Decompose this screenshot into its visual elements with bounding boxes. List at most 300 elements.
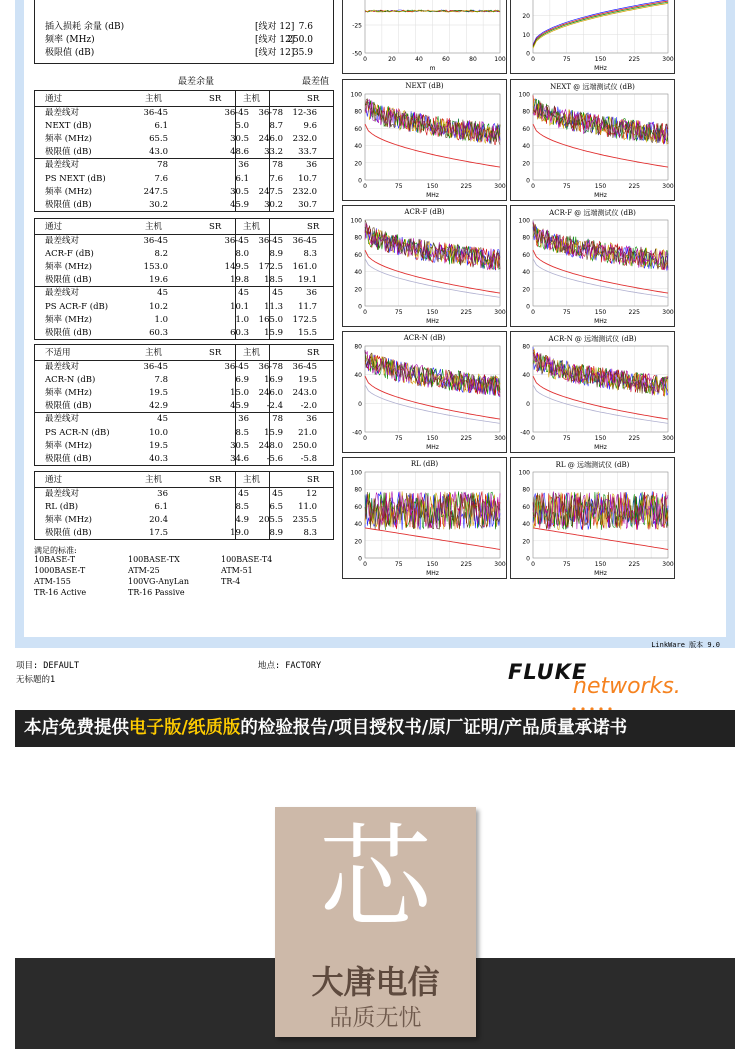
y-tick-label: 20 bbox=[522, 538, 530, 546]
x-tick-label: 225 bbox=[460, 309, 472, 316]
column-header: SR bbox=[307, 348, 320, 358]
y-tick-label: 100 bbox=[518, 91, 530, 99]
x-tick-label: 40 bbox=[415, 56, 423, 63]
x-axis-label: MHz bbox=[594, 192, 607, 199]
x-tick-label: 0 bbox=[363, 435, 367, 442]
row-value: 21.0 bbox=[298, 427, 317, 438]
row-value: 36 bbox=[306, 414, 317, 425]
row-value: 36 bbox=[306, 160, 317, 171]
row-value: 8.9 bbox=[269, 528, 283, 539]
y-tick-label: 40 bbox=[522, 521, 530, 529]
row-value: 30.5 bbox=[230, 186, 249, 197]
row-label: 极限值 (dB) bbox=[45, 528, 92, 539]
y-tick-label: -40 bbox=[520, 429, 530, 437]
row-value: 11.3 bbox=[264, 301, 283, 312]
standard-item: 10BASE-T bbox=[34, 555, 76, 564]
graph-plot bbox=[343, 206, 508, 328]
row-value: 11.7 bbox=[298, 301, 317, 312]
row-value: 172.5 bbox=[258, 261, 283, 272]
row-value: -5.8 bbox=[300, 453, 317, 464]
row-label: 极限值 (dB) bbox=[45, 453, 92, 464]
y-tick-label: 0 bbox=[526, 177, 530, 185]
x-tick-label: 300 bbox=[662, 561, 674, 568]
x-tick-label: 75 bbox=[562, 183, 571, 190]
location-label: 地点: FACTORY bbox=[258, 661, 322, 671]
result-row bbox=[35, 261, 333, 274]
x-tick-label: 75 bbox=[394, 309, 403, 316]
result-row bbox=[35, 427, 333, 440]
row-value: 10.0 bbox=[149, 427, 168, 438]
graph-panel bbox=[342, 79, 507, 201]
y-tick-label: 60 bbox=[354, 125, 362, 133]
row-value: 20.4 bbox=[149, 514, 168, 525]
standard-item: TR-16 Passive bbox=[128, 588, 185, 597]
row-value: 1.0 bbox=[235, 314, 249, 325]
row-value: 60.3 bbox=[149, 327, 168, 338]
result-row bbox=[35, 120, 333, 133]
row-value: 45.9 bbox=[230, 199, 249, 210]
result-row bbox=[35, 235, 333, 248]
x-tick-label: 0 bbox=[531, 56, 535, 63]
row-label: 最差线对 bbox=[45, 160, 80, 171]
y-tick-label: 40 bbox=[354, 143, 362, 151]
x-tick-label: 0 bbox=[531, 183, 535, 190]
row-value: 19.8 bbox=[230, 275, 249, 286]
graph-panel bbox=[510, 331, 675, 453]
row-value: 1.0 bbox=[154, 314, 168, 325]
row-value: 6.1 bbox=[154, 120, 168, 131]
x-tick-label: 150 bbox=[594, 56, 607, 63]
section-header-row bbox=[35, 474, 333, 487]
row-label: NEXT (dB) bbox=[45, 120, 92, 131]
y-tick-label bbox=[522, 0, 530, 2]
insertion-loss-table bbox=[34, 0, 334, 64]
y-tick-label: 80 bbox=[522, 486, 530, 494]
graph-title: RL (dB) bbox=[410, 460, 439, 468]
section-header-row bbox=[35, 221, 333, 234]
standard-item: 100BASE-T4 bbox=[221, 555, 273, 564]
row-value: 247.5 bbox=[258, 186, 283, 197]
row-value: 232.0 bbox=[292, 186, 317, 197]
y-tick-label: 40 bbox=[354, 269, 362, 277]
row-value: 78 bbox=[157, 160, 168, 171]
result-row bbox=[35, 453, 333, 466]
row-value: -5.6 bbox=[266, 453, 283, 464]
graph-title: NEXT @ 远端测试仪 (dB) bbox=[550, 83, 635, 91]
column-header: 主机 bbox=[145, 94, 163, 104]
y-tick-label: 100 bbox=[350, 91, 362, 99]
row-label: PS ACR-F (dB) bbox=[45, 301, 109, 312]
row-label: 频率 (MHz) bbox=[45, 261, 92, 272]
row-value: 45 bbox=[272, 288, 283, 299]
result-row bbox=[35, 199, 333, 212]
x-tick-label: 0 bbox=[363, 309, 367, 316]
row-value: 19.1 bbox=[298, 275, 317, 286]
banner-prefix: 本店免费提供 bbox=[24, 718, 129, 738]
row-value: 36 bbox=[238, 160, 249, 171]
graph-panel bbox=[342, 0, 507, 74]
y-tick-label: 40 bbox=[354, 521, 362, 529]
x-tick-label: 0 bbox=[531, 561, 535, 568]
x-tick-label: 0 bbox=[363, 56, 367, 63]
x-tick-label: 225 bbox=[460, 183, 472, 190]
row-value: 36-45 bbox=[292, 361, 317, 372]
x-tick-label: 0 bbox=[531, 435, 535, 442]
x-axis-label: MHz bbox=[426, 444, 439, 451]
graph-panel bbox=[510, 79, 675, 201]
result-row bbox=[35, 186, 333, 199]
banner-suffix: 的检验报告/项目授权书/原厂证明/产品质量承诺书 bbox=[240, 718, 628, 738]
graph-plot bbox=[343, 458, 508, 580]
fluke-networks-logo bbox=[508, 660, 693, 704]
row-value: 60.3 bbox=[230, 327, 249, 338]
row-value: 7.6 bbox=[154, 173, 168, 184]
y-tick-label: 80 bbox=[354, 486, 362, 494]
il-label: 插入损耗 余量 (dB) bbox=[45, 22, 125, 32]
row-label: 频率 (MHz) bbox=[45, 514, 92, 525]
y-tick-label: 80 bbox=[522, 108, 530, 116]
y-tick-label: 10 bbox=[522, 31, 530, 39]
row-value: 15.9 bbox=[264, 427, 283, 438]
graph-title: ACR-N @ 远端测试仪 (dB) bbox=[548, 335, 637, 343]
row-value: 11.0 bbox=[298, 501, 317, 512]
y-tick-label: 20 bbox=[354, 160, 362, 168]
section-status: 通过 bbox=[45, 475, 63, 485]
row-value: 16.9 bbox=[264, 374, 283, 385]
result-row bbox=[35, 274, 333, 287]
row-label: 最差线对 bbox=[45, 414, 80, 425]
row-value: 36-45 bbox=[292, 235, 317, 246]
row-value: 15.0 bbox=[230, 387, 249, 398]
row-label: ACR-F (dB) bbox=[45, 248, 94, 259]
row-value: 33.7 bbox=[298, 147, 317, 158]
result-row bbox=[35, 287, 333, 300]
x-axis-label: m bbox=[429, 65, 436, 72]
x-tick-label: 150 bbox=[426, 183, 439, 190]
row-value: 6.1 bbox=[154, 501, 168, 512]
y-tick-label: 0 bbox=[358, 400, 362, 408]
worst-margin-header: 最差余量 bbox=[178, 77, 215, 87]
result-row bbox=[35, 501, 333, 514]
x-tick-label: 0 bbox=[531, 309, 535, 316]
row-value: 172.5 bbox=[292, 314, 317, 325]
untitled-label: 无标题的1 bbox=[16, 675, 56, 685]
row-value: 30.5 bbox=[230, 440, 249, 451]
row-label: 最差线对 bbox=[45, 488, 80, 499]
x-tick-label: 225 bbox=[628, 56, 640, 63]
row-value: 6.9 bbox=[235, 374, 249, 385]
row-value: 248.0 bbox=[258, 440, 283, 451]
row-value: 10.7 bbox=[298, 173, 317, 184]
row-value: 36-45 bbox=[224, 107, 249, 118]
result-row bbox=[35, 488, 333, 501]
row-value: 15.9 bbox=[264, 327, 283, 338]
result-row bbox=[35, 400, 333, 413]
result-row bbox=[35, 374, 333, 387]
column-header: 主机 bbox=[243, 94, 261, 104]
row-value: 7.8 bbox=[154, 374, 168, 385]
x-tick-label: 75 bbox=[562, 435, 571, 442]
y-tick-label: 20 bbox=[522, 13, 530, 21]
y-tick-label: 60 bbox=[522, 125, 530, 133]
row-value: 8.5 bbox=[235, 501, 249, 512]
graph-plot bbox=[343, 332, 508, 454]
y-tick-label: 0 bbox=[526, 50, 530, 58]
y-tick-label: 0 bbox=[358, 177, 362, 185]
row-value: 33.2 bbox=[264, 147, 283, 158]
row-value: -2.0 bbox=[300, 401, 317, 412]
column-header: SR bbox=[209, 222, 222, 232]
row-label: PS ACR-N (dB) bbox=[45, 427, 110, 438]
x-tick-label: 300 bbox=[494, 561, 506, 568]
row-value: 8.3 bbox=[303, 248, 317, 259]
row-label: 最差线对 bbox=[45, 107, 80, 118]
row-value: 153.0 bbox=[143, 261, 168, 272]
y-tick-label: 80 bbox=[354, 234, 362, 242]
x-tick-label: 75 bbox=[562, 561, 571, 568]
x-tick-label: 0 bbox=[363, 183, 367, 190]
result-row bbox=[35, 301, 333, 314]
row-value: 36 bbox=[306, 288, 317, 299]
row-value: 30.2 bbox=[264, 199, 283, 210]
standard-item: TR-16 Active bbox=[34, 588, 87, 597]
row-value: 48.6 bbox=[230, 147, 249, 158]
row-label: 频率 (MHz) bbox=[45, 440, 92, 451]
row-value: 42.9 bbox=[149, 401, 168, 412]
y-tick-label: 100 bbox=[518, 469, 530, 477]
x-tick-label: 75 bbox=[394, 183, 403, 190]
y-tick-label: 40 bbox=[354, 372, 362, 380]
result-section bbox=[34, 471, 334, 540]
row-label: 最差线对 bbox=[45, 235, 80, 246]
row-value: 250.0 bbox=[292, 440, 317, 451]
y-tick-label: 40 bbox=[522, 372, 530, 380]
section-header-row bbox=[35, 347, 333, 360]
result-section bbox=[34, 344, 334, 466]
column-header: 主机 bbox=[243, 222, 261, 232]
y-tick-label: 0 bbox=[358, 555, 362, 563]
y-tick-label: -25 bbox=[352, 22, 362, 30]
logo-slogan: 品质无忧 bbox=[329, 1005, 422, 1031]
graph-panel bbox=[342, 457, 507, 579]
result-section bbox=[34, 90, 334, 212]
row-value: 161.0 bbox=[292, 261, 317, 272]
row-value: 36-45 bbox=[143, 235, 168, 246]
graph-title: RL @ 远端测试仪 (dB) bbox=[555, 461, 630, 469]
x-tick-label: 300 bbox=[494, 309, 506, 316]
result-row bbox=[35, 514, 333, 527]
row-value: 15.5 bbox=[298, 327, 317, 338]
x-tick-label: 225 bbox=[628, 309, 640, 316]
graph-plot bbox=[511, 206, 676, 328]
x-tick-label: 75 bbox=[394, 561, 403, 568]
x-tick-label: 225 bbox=[628, 183, 640, 190]
y-tick-label: 0 bbox=[358, 303, 362, 311]
row-label: 极限值 (dB) bbox=[45, 199, 92, 210]
x-axis-label: MHz bbox=[594, 570, 607, 577]
row-value: 19.5 bbox=[149, 440, 168, 451]
y-tick-label: 80 bbox=[522, 343, 530, 351]
x-tick-label: 80 bbox=[469, 56, 477, 63]
column-header: SR bbox=[209, 348, 222, 358]
standard-item: 100BASE-TX bbox=[128, 555, 180, 564]
row-value: 4.9 bbox=[235, 514, 249, 525]
x-tick-label: 75 bbox=[394, 435, 403, 442]
y-tick-label bbox=[358, 0, 362, 2]
x-tick-label: 150 bbox=[594, 561, 607, 568]
graph-plot bbox=[511, 458, 676, 580]
result-row bbox=[35, 387, 333, 400]
row-label: 极限值 (dB) bbox=[45, 327, 92, 338]
column-header: SR bbox=[307, 94, 320, 104]
row-value: 45 bbox=[157, 414, 168, 425]
graph-title: ACR-N (dB) bbox=[403, 334, 446, 342]
row-value: 7.6 bbox=[269, 173, 283, 184]
row-value: 247.5 bbox=[143, 186, 168, 197]
y-tick-label: 60 bbox=[354, 503, 362, 511]
networks-wordmark: networks. bbox=[573, 674, 681, 699]
y-tick-label: 80 bbox=[354, 108, 362, 116]
row-value: 17.5 bbox=[149, 528, 168, 539]
x-tick-label: 60 bbox=[442, 56, 450, 63]
x-axis-label: MHz bbox=[426, 318, 439, 325]
graph-plot bbox=[511, 80, 676, 202]
row-value: 6.1 bbox=[235, 173, 249, 184]
row-label: PS NEXT (dB) bbox=[45, 173, 106, 184]
row-value: 9.6 bbox=[303, 120, 317, 131]
result-row bbox=[35, 361, 333, 374]
row-label: 最差线对 bbox=[45, 361, 80, 372]
il-value: 35.9 bbox=[292, 48, 313, 58]
x-axis-label: MHz bbox=[594, 444, 607, 451]
graph-panel bbox=[510, 457, 675, 579]
graph-plot bbox=[511, 0, 676, 75]
result-row bbox=[35, 173, 333, 186]
result-row bbox=[35, 159, 333, 172]
x-axis-label: MHz bbox=[426, 570, 439, 577]
column-header: 主机 bbox=[145, 475, 163, 485]
row-value: 45 bbox=[238, 488, 249, 499]
x-axis-label: MHz bbox=[594, 65, 607, 72]
row-value: 34.6 bbox=[230, 453, 249, 464]
row-label: 频率 (MHz) bbox=[45, 387, 92, 398]
row-value: 43.0 bbox=[149, 147, 168, 158]
logo-company-name: 大唐电信 bbox=[311, 963, 440, 1001]
x-tick-label: 300 bbox=[662, 56, 674, 63]
row-value: 36-78 bbox=[258, 107, 283, 118]
column-header: 主机 bbox=[243, 348, 261, 358]
x-tick-label: 300 bbox=[662, 309, 674, 316]
row-value: 149.5 bbox=[224, 261, 249, 272]
row-value: 30.2 bbox=[149, 199, 168, 210]
result-row bbox=[35, 527, 333, 540]
row-value: 36 bbox=[238, 414, 249, 425]
x-tick-label: 300 bbox=[662, 435, 674, 442]
row-value: 5.0 bbox=[235, 120, 249, 131]
x-tick-label: 300 bbox=[662, 183, 674, 190]
result-row bbox=[35, 413, 333, 426]
il-pair: [线对 12] bbox=[255, 35, 295, 45]
logo-character: 芯 bbox=[319, 813, 432, 943]
row-value: 6.5 bbox=[269, 501, 283, 512]
graph-panel bbox=[510, 205, 675, 327]
y-tick-label: 0 bbox=[526, 400, 530, 408]
x-tick-label: 75 bbox=[562, 309, 571, 316]
row-value: 19.5 bbox=[298, 374, 317, 385]
row-value: 36 bbox=[157, 488, 168, 499]
row-value: 45 bbox=[272, 488, 283, 499]
row-value: 165.0 bbox=[258, 314, 283, 325]
insertion-loss-row bbox=[45, 34, 333, 47]
standard-item: 100VG-AnyLan bbox=[128, 577, 189, 586]
x-tick-label: 150 bbox=[426, 561, 439, 568]
section-status: 通过 bbox=[45, 222, 63, 232]
graph-panel bbox=[342, 331, 507, 453]
row-value: 45 bbox=[157, 288, 168, 299]
result-row bbox=[35, 314, 333, 327]
row-value: 19.6 bbox=[149, 275, 168, 286]
worst-value-header: 最差值 bbox=[302, 77, 330, 87]
x-tick-label: 150 bbox=[426, 309, 439, 316]
row-value: 8.2 bbox=[154, 248, 168, 259]
standard-item: ATM-51 bbox=[221, 566, 253, 575]
x-axis-label: MHz bbox=[426, 192, 439, 199]
row-value: 205.5 bbox=[258, 514, 283, 525]
x-tick-label: 150 bbox=[594, 309, 607, 316]
column-header: 主机 bbox=[243, 475, 261, 485]
x-tick-label: 225 bbox=[628, 435, 640, 442]
x-tick-label: 150 bbox=[594, 183, 607, 190]
result-row bbox=[35, 248, 333, 261]
y-tick-label: 80 bbox=[354, 343, 362, 351]
standard-item: ATM-25 bbox=[128, 566, 160, 575]
column-header: 主机 bbox=[145, 348, 163, 358]
result-section bbox=[34, 218, 334, 340]
y-tick-label: 60 bbox=[522, 251, 530, 259]
row-value: 36-78 bbox=[258, 361, 283, 372]
row-label: 频率 (MHz) bbox=[45, 186, 92, 197]
y-tick-label: 20 bbox=[354, 538, 362, 546]
y-tick-label: 20 bbox=[354, 286, 362, 294]
insertion-loss-row bbox=[45, 21, 333, 34]
column-header: 主机 bbox=[145, 222, 163, 232]
section-status: 通过 bbox=[45, 94, 63, 104]
result-row bbox=[35, 327, 333, 340]
x-tick-label: 225 bbox=[460, 435, 472, 442]
row-label: 极限值 (dB) bbox=[45, 275, 92, 286]
row-label: ACR-N (dB) bbox=[45, 374, 96, 385]
result-row bbox=[35, 107, 333, 120]
graph-title: NEXT (dB) bbox=[405, 82, 444, 90]
row-value: 30.5 bbox=[230, 133, 249, 144]
y-tick-label: -50 bbox=[352, 50, 362, 58]
row-value: 45 bbox=[238, 288, 249, 299]
row-value: 8.7 bbox=[269, 120, 283, 131]
row-value: 36-45 bbox=[143, 361, 168, 372]
version-label: LinkWare 版本 9.0 bbox=[651, 641, 720, 649]
y-tick-label: 60 bbox=[354, 251, 362, 259]
y-tick-label: 40 bbox=[522, 269, 530, 277]
graph-plot bbox=[343, 80, 508, 202]
row-value: 8.5 bbox=[235, 427, 249, 438]
row-value: 45.9 bbox=[230, 401, 249, 412]
il-pair: [线对 12] bbox=[255, 22, 295, 32]
row-value: 78 bbox=[272, 414, 283, 425]
graph-title: ACR-F @ 远端测试仪 (dB) bbox=[549, 209, 636, 217]
column-header: SR bbox=[307, 475, 320, 485]
insertion-loss-row bbox=[45, 47, 333, 60]
row-value: 19.0 bbox=[230, 528, 249, 539]
